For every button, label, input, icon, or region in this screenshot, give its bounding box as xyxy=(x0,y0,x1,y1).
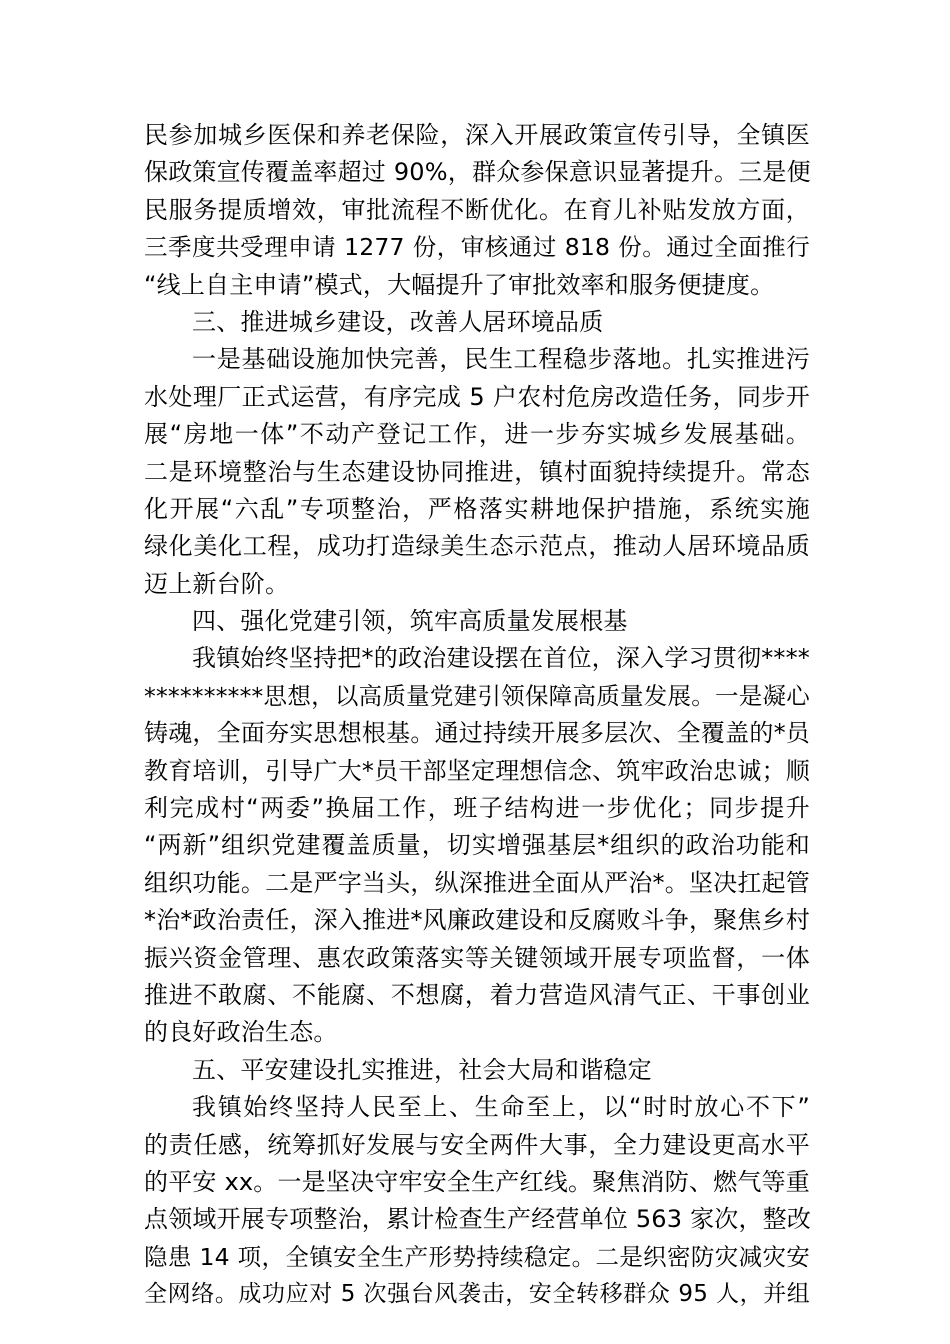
text-line: 的平安 xx。一是坚决守牢安全生产红线。聚焦消防、燃气等重 xyxy=(144,1167,810,1196)
text-line: 振兴资金管理、惠农政策落实等关键领域开展专项监督，一体 xyxy=(144,943,810,972)
text-line: 教育培训，引导广大*员干部坚定理想信念、筑牢政治忠诚；顺 xyxy=(144,756,810,785)
text-line: 保政策宣传覆盖率超过 90%，群众参保意识显著提升。三是便 xyxy=(144,158,811,187)
text-line: 点领域开展专项整治，累计检查生产经营单位 563 家次，整改 xyxy=(144,1205,812,1234)
text-line: 展“房地一体”不动产登记工作，进一步夯实城乡发展基础。 xyxy=(144,420,810,449)
text-line: 隐患 14 项，全镇安全生产形势持续稳定。二是织密防灾减灾安 xyxy=(144,1242,810,1271)
text-line: 利完成村“两委”换届工作，班子结构进一步优化；同步提升 xyxy=(144,794,810,823)
text-line: 推进不敢腐、不能腐、不想腐，着力营造风清气正、干事创业 xyxy=(144,980,810,1009)
section-heading: 五、平安建设扎实推进，社会大局和谐稳定 xyxy=(192,1055,652,1084)
text-line: 二是环境整治与生态建设协同推进，镇村面貌持续提升。常态 xyxy=(144,457,810,486)
text-line: 铸魂，全面夯实思想根基。通过持续开展多层次、全覆盖的*员 xyxy=(144,719,810,748)
text-line: 的责任感，统筹抓好发展与安全两件大事，全力建设更高水平 xyxy=(144,1130,810,1159)
text-line: 的良好政治生态。 xyxy=(144,1018,338,1047)
text-line: *治*政治责任，深入推进*风廉政建设和反腐败斗争，聚焦乡村 xyxy=(144,906,810,935)
text-line: “线上自主申请”模式，大幅提升了审批效率和服务便捷度。 xyxy=(144,270,775,299)
text-line: 水处理厂正式运营，有序完成 5 户农村危房改造任务，同步开 xyxy=(144,382,810,411)
text-line: 化开展“六乱”专项整治，严格落实耕地保护措施，系统实施 xyxy=(144,494,810,523)
text-line: 民参加城乡医保和养老保险，深入开展政策宣传引导，全镇医 xyxy=(144,121,810,149)
text-line: **********思想，以高质量党建引领保障高质量发展。一是凝心 xyxy=(144,681,810,710)
text-line: 组织功能。二是严字当头，纵深推进全面从严治*。坚决扛起管 xyxy=(144,868,810,897)
text-line: 全网络。成功应对 5 次强台风袭击，安全转移群众 95 人，并组 xyxy=(144,1281,810,1308)
text-line: 绿化美化工程，成功打造绿美生态示范点，推动人居环境品质 xyxy=(144,532,810,561)
section-heading: 四、强化党建引领，筑牢高质量发展根基 xyxy=(192,607,628,636)
text-line: 一是基础设施加快完善，民生工程稳步落地。扎实推进污 xyxy=(192,345,810,374)
text-line: 我镇始终坚持把*的政治建设摆在首位，深入学习贯彻**** xyxy=(192,644,810,673)
text-line: 三季度共受理申请 1277 份，审核通过 818 份。通过全面推行 xyxy=(144,233,810,262)
text-line: 我镇始终坚持人民至上、生命至上，以“时时放心不下” xyxy=(192,1093,810,1122)
text-line: 迈上新台阶。 xyxy=(144,569,290,598)
text-line: “两新”组织党建覆盖质量，切实增强基层*组织的政治功能和 xyxy=(144,831,810,860)
document-body xyxy=(144,117,810,1314)
text-line: 民服务提质增效，审批流程不断优化。在育儿补贴发放方面， xyxy=(144,195,810,224)
section-heading: 三、推进城乡建设，改善人居环境品质 xyxy=(192,307,604,336)
